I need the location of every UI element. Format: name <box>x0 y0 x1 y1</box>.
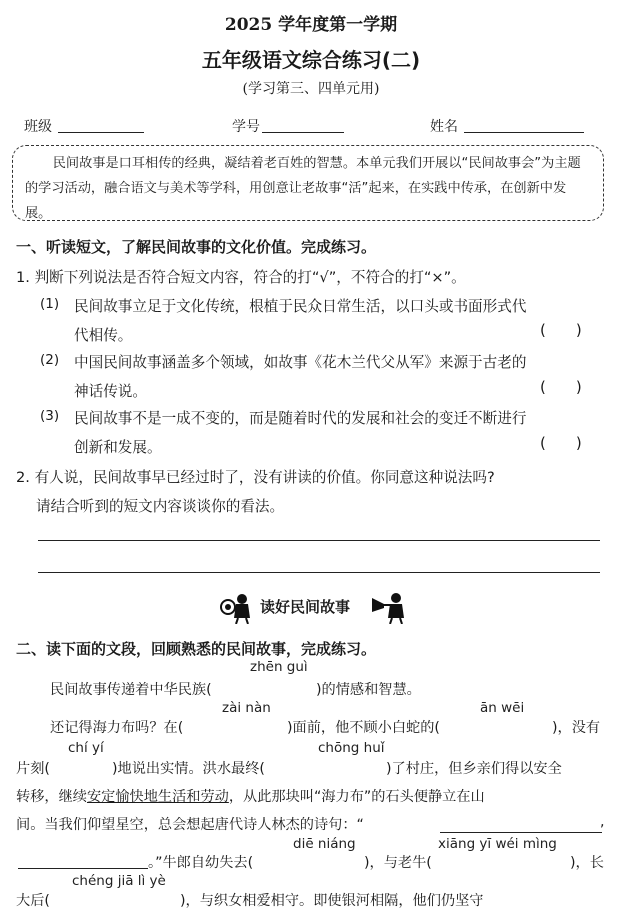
pinyin-xiang-yi-wei-ming: xiāng yī wéi mìng <box>438 836 557 852</box>
passage-line-1a: 民间故事传递着中华民族( <box>50 682 212 698</box>
q1-item-3-number: (3) <box>40 408 60 424</box>
q2-answer-line-2[interactable] <box>38 572 600 573</box>
name-field[interactable] <box>464 132 584 133</box>
section-2-title: 二、读下面的文段，回顾熟悉的民间故事，完成练习。 <box>16 640 377 658</box>
passage-line-6b: )，与老牛( <box>364 855 432 871</box>
passage-line-5a: 间。当我们仰望星空，总会想起唐代诗人林杰的诗句：“ <box>16 817 364 833</box>
year-term-heading: 2025 学年度第一学期 <box>224 15 398 35</box>
q2-line1: 2. 有人说，民间故事早已经过时了，没有讲读的价值。你同意这种说法吗? <box>16 469 495 486</box>
name-label: 姓名 <box>430 119 458 135</box>
q1-item-3-line2: 创新和发展。 <box>74 439 162 456</box>
passage-line-2c: )，没有 <box>552 720 601 736</box>
passage-line-6c: )，长 <box>570 855 604 871</box>
passage-line-4c: ，从此那块叫“海力布”的石头便静立在山 <box>228 789 485 805</box>
q1-item-2-line1: 中国民间故事涵盖多个领域，如故事《花木兰代父从军》来源于古老的 <box>74 354 527 371</box>
q1-item-1-line2: 代相传。 <box>74 327 133 344</box>
q1-item-3-line1: 民间故事不是一成不变的，而是随着时代的发展和社会的变迁不断进行 <box>74 410 527 427</box>
pinyin-zhen-gui: zhēn guì <box>250 659 308 675</box>
class-label: 班级 <box>24 119 52 135</box>
student-number-field[interactable] <box>262 132 344 133</box>
page-subtitle: (学习第三、四单元用) <box>242 81 380 97</box>
pinyin-chi-yi: chí yí <box>68 740 104 756</box>
q1-item-2-answer[interactable]: ( ) <box>540 378 582 396</box>
horn-player-icon <box>370 590 406 624</box>
passage-line-6a: 。”牛郎自幼失去( <box>148 855 254 871</box>
passage-line-3a: 片刻( <box>16 761 50 777</box>
underlined-phrase: 安定愉快地生活和劳动 <box>86 789 229 805</box>
q1-item-2-number: (2) <box>40 352 60 368</box>
passage-line-7a: 大后( <box>16 893 50 909</box>
passage-line-3c: )了村庄，但乡亲们得以安全 <box>386 761 562 777</box>
poem-blank-2[interactable] <box>18 868 148 869</box>
passage-line-7b: )，与织女相爱相守。即使银河相隔，他们仍坚守 <box>180 893 484 909</box>
q1-item-1-number: (1) <box>40 296 60 312</box>
passage-line-4a: 转移，继续 <box>16 789 87 805</box>
passage-line-3b: )地说出实情。洪水最终( <box>112 761 265 777</box>
passage-line-2a: 还记得海力布吗？在( <box>50 720 184 736</box>
q1-item-2-line2: 神话传说。 <box>74 383 147 400</box>
student-number-label: 学号 <box>232 119 260 135</box>
passage-line-4 <box>16 786 485 806</box>
q1-prompt: 1. 判断下列说法是否符合短文内容，符合的打“√”，不符合的打“×”。 <box>16 269 466 286</box>
q2-answer-line-1[interactable] <box>38 540 600 541</box>
pinyin-cheng-jia-li-ye: chéng jiā lì yè <box>72 873 166 889</box>
q1-item-1-answer[interactable]: ( ) <box>540 321 582 339</box>
storyteller-icon <box>218 590 252 624</box>
section-1-title: 一、听读短文，了解民间故事的文化价值。完成练习。 <box>16 238 377 256</box>
pinyin-chong-hui: chōng huǐ <box>318 740 385 756</box>
q1-item-3-answer[interactable]: ( ) <box>540 434 582 452</box>
q2-line2: 请结合听到的短文内容谈谈你的看法。 <box>36 498 285 515</box>
intro-box <box>12 145 604 221</box>
page-title: 五年级语文综合练习(二) <box>201 48 421 72</box>
passage-line-1b: )的情感和智慧。 <box>316 682 421 698</box>
comma-mark: , <box>600 814 605 830</box>
divider-title: 读好民间故事 <box>260 598 351 616</box>
q1-item-1-line1: 民间故事立足于文化传统，根植于民众日常生活，以口头或书面形式代 <box>74 298 527 315</box>
pinyin-die-niang: diē niáng <box>293 836 356 852</box>
passage-line-2b: )面前，他不顾小白蛇的( <box>287 720 440 736</box>
pinyin-zai-nan: zài nàn <box>222 700 271 716</box>
intro-text: 民间故事是口耳相传的经典，凝结着老百姓的智慧。本单元我们开展以“民间故事会”为主题的学习活动，融合语文与美术等学科，用创意让老故事“活”起来，在实践中传承，在创新中发展。 <box>25 156 581 221</box>
pinyin-an-wei: ān wēi <box>480 700 525 716</box>
poem-blank-1[interactable] <box>440 832 602 833</box>
class-field[interactable] <box>58 132 144 133</box>
